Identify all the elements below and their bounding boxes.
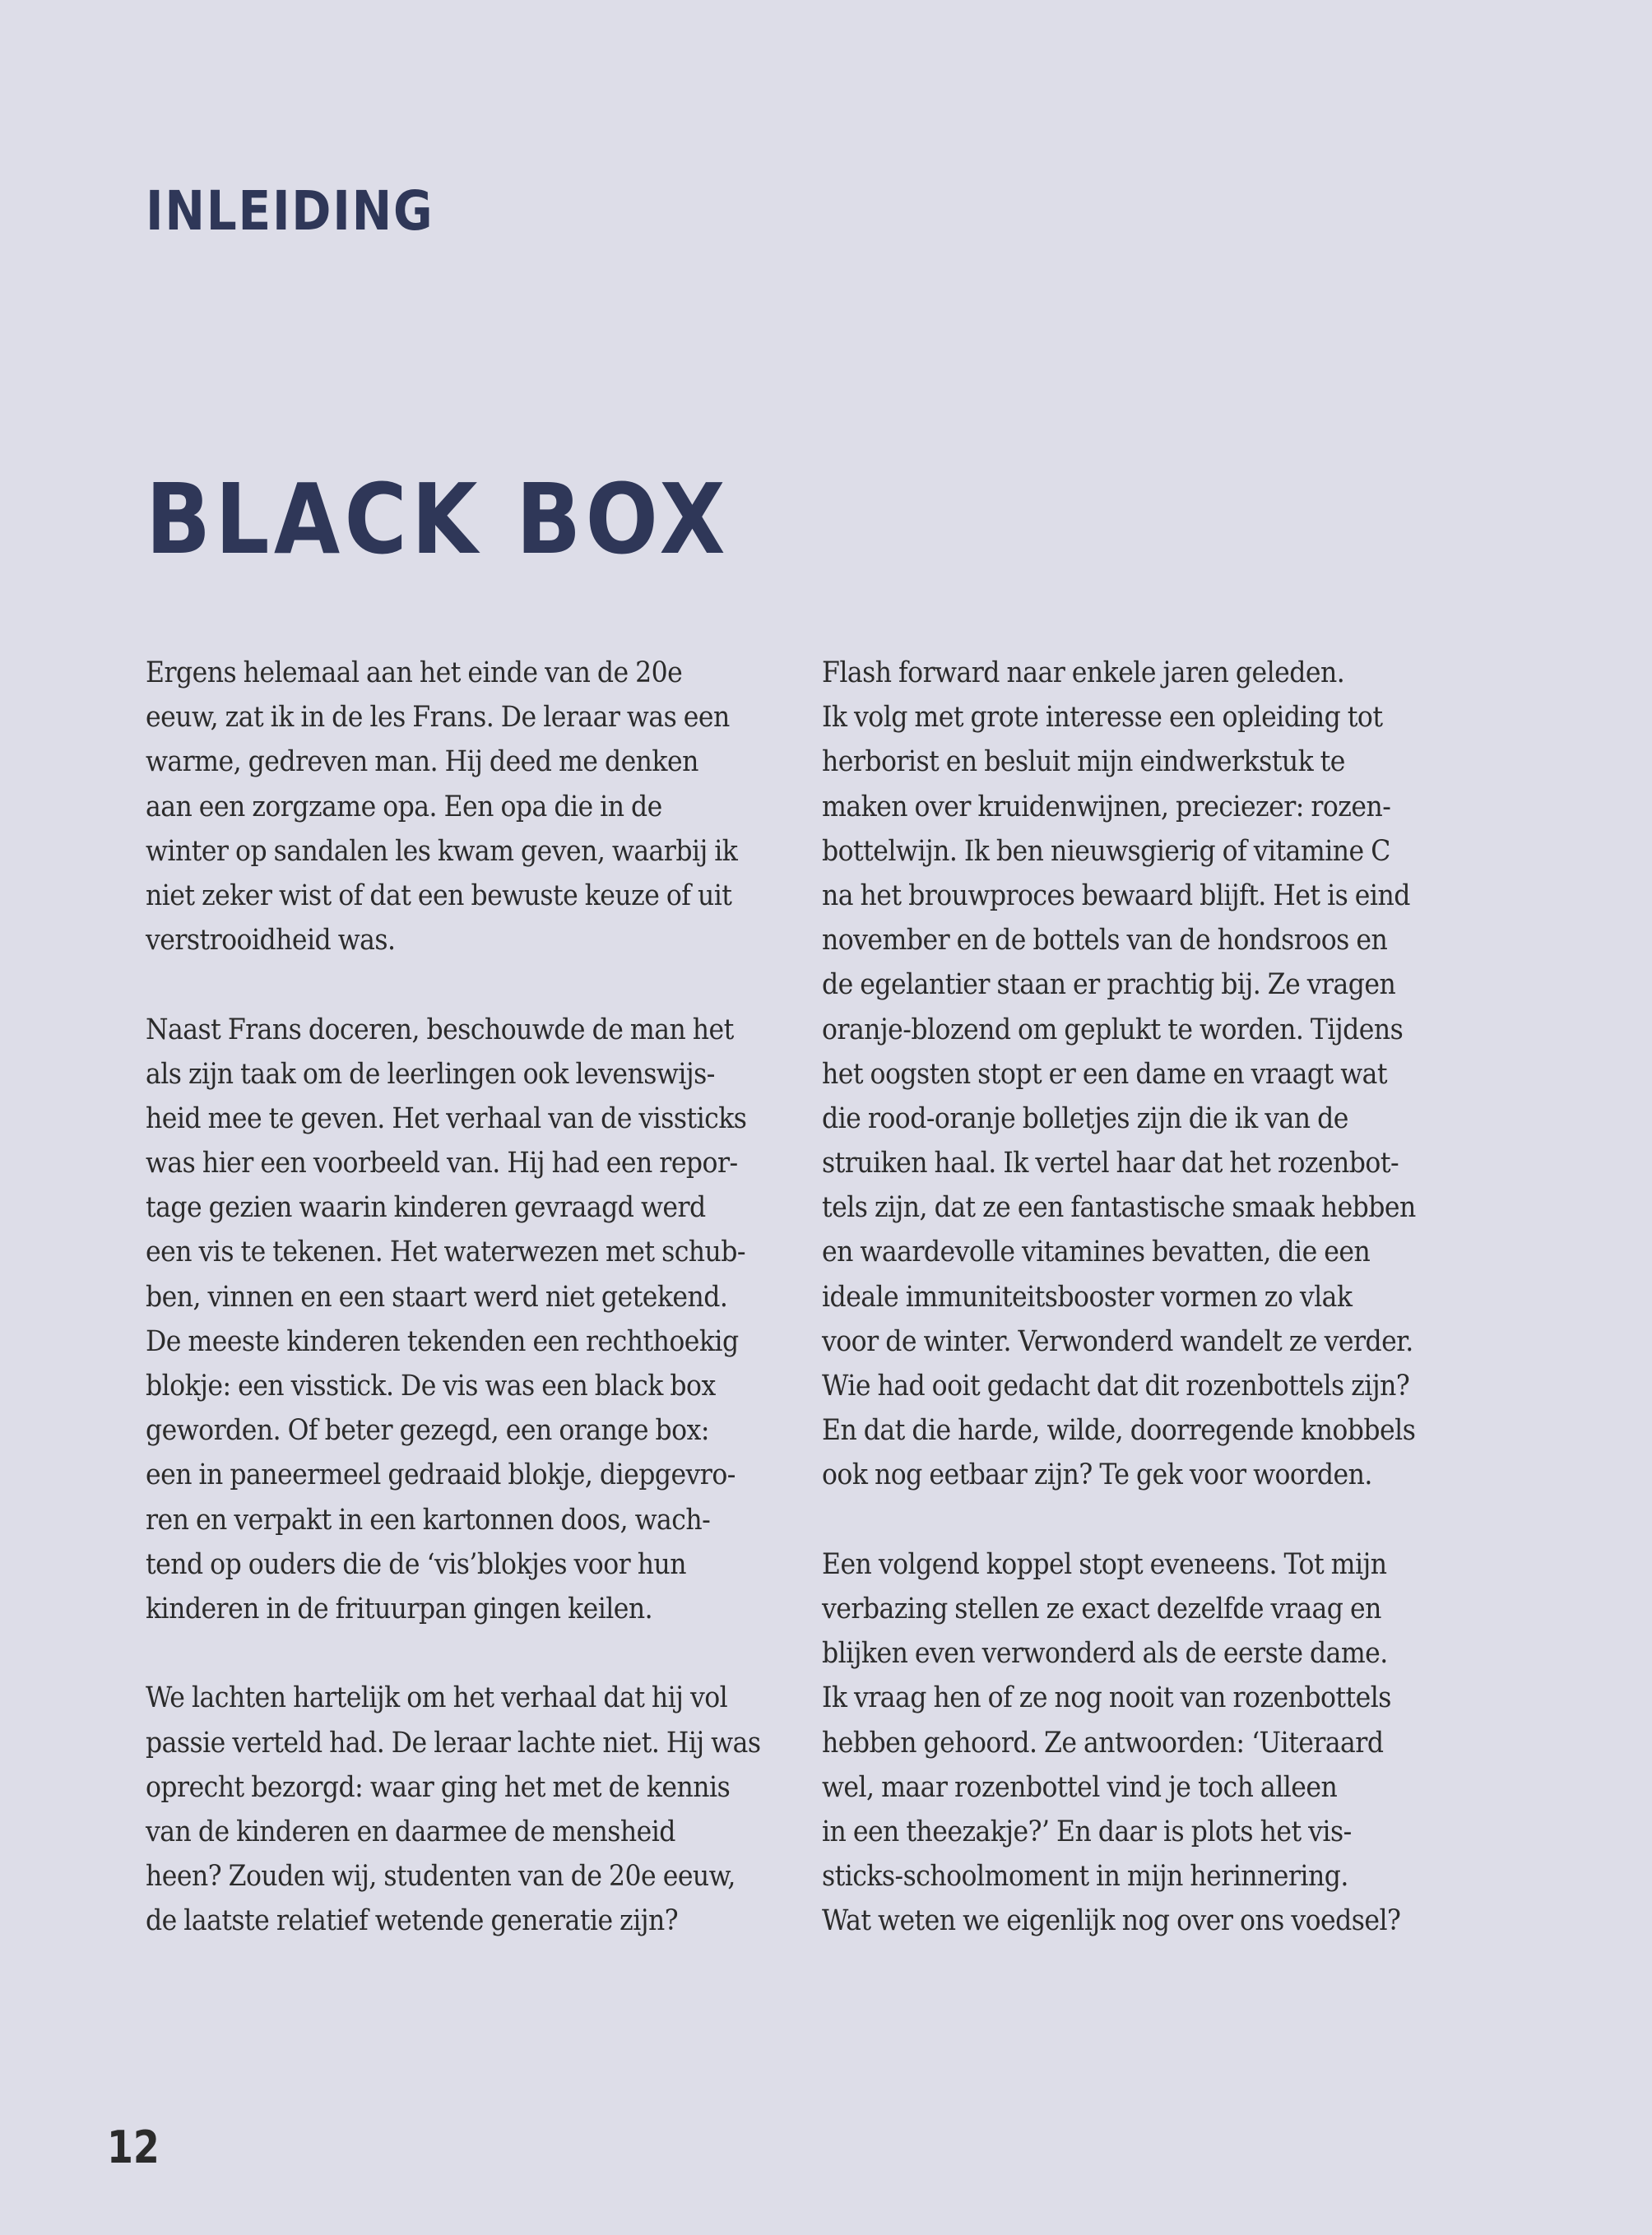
text-line: oranje-blozend om geplukt te worden. Tijdens	[822, 1013, 1404, 1046]
text-line: struiken haal. Ik vertel haar dat het rozenbot-	[822, 1147, 1399, 1180]
text-line: de laatste relatief wetende generatie zijn?	[146, 1904, 679, 1938]
text-line: voor de winter. Verwonderd wandelt ze verder.	[822, 1324, 1413, 1358]
text-line: tage gezien waarin kinderen gevraagd werd	[146, 1191, 706, 1225]
text-line: Ergens helemaal aan het einde van de 20e	[146, 656, 683, 689]
text-line: aan een zorgzame opa. Een opa die in de	[146, 790, 662, 823]
text-line: ben, vinnen en een staart werd niet getekend.	[146, 1280, 728, 1314]
paragraph-gap	[146, 962, 796, 1007]
text-line: hebben gehoord. Ze antwoorden: ‘Uiteraard	[822, 1726, 1384, 1760]
text-line: ideale immuniteitsbooster vormen zo vlak	[822, 1280, 1353, 1314]
text-line: van de kinderen en daarmee de mensheid	[146, 1815, 675, 1848]
text-line: maken over kruidenwijnen, preciezer: rozen-	[822, 790, 1391, 823]
text-line: een vis te tekenen. Het waterwezen met schub-	[146, 1236, 746, 1269]
text-line: heid mee te geven. Het verhaal van de vissticks	[146, 1101, 747, 1135]
text-line: een in paneermeel gedraaid blokje, diepgevro-	[146, 1458, 736, 1492]
chapter-title: BLACK BOX	[146, 462, 730, 576]
paragraph-gap	[146, 1631, 796, 1676]
text-line: november en de bottels van de hondsroos en	[822, 924, 1388, 958]
text-line: kinderen in de frituurpan gingen keilen.	[146, 1592, 653, 1625]
text-line: die rood-oranje bolletjes zijn die ik van de	[822, 1101, 1348, 1135]
section-label: INLEIDING	[146, 179, 434, 243]
text-line: We lachten hartelijk om het verhaal dat hij vol	[146, 1681, 728, 1715]
body-column-right	[822, 651, 1497, 1943]
text-line: geworden. Of beter gezegd, een orange box:	[146, 1414, 709, 1448]
text-line: ren en verpakt in een kartonnen doos, wach-	[146, 1503, 711, 1537]
text-line: verstrooidheid was.	[146, 924, 396, 958]
text-line: en waardevolle vitamines bevatten, die een	[822, 1236, 1371, 1269]
text-line: in een theezakje?’ En daar is plots het vis-	[822, 1815, 1352, 1848]
text-line: als zijn taak om de leerlingen ook levenswijs-	[146, 1057, 715, 1091]
text-line: tels zijn, dat ze een fantastische smaak hebben	[822, 1191, 1416, 1225]
text-line: oprecht bezorgd: waar ging het met de kennis	[146, 1770, 731, 1804]
text-line: niet zeker wist of dat een bewuste keuze of uit	[146, 879, 732, 912]
text-line: eeuw, zat ik in de les Frans. De leraar was een	[146, 701, 730, 735]
text-line: Wie had ooit gedacht dat dit rozenbottels zijn?	[822, 1370, 1410, 1403]
text-line: sticks-schoolmoment in mijn herinnering.	[822, 1860, 1348, 1894]
text-line: na het brouwproces bewaard blijft. Het is eind	[822, 879, 1410, 912]
text-line: verbazing stellen ze exact dezelfde vraag en	[822, 1592, 1381, 1625]
text-line: bottelwijn. Ik ben nieuwsgierig of vitamine C	[822, 834, 1390, 868]
text-line: En dat die harde, wilde, doorregende knobbels	[822, 1414, 1416, 1448]
text-line: passie verteld had. De leraar lachte niet. Hij was	[146, 1726, 761, 1760]
text-line: winter op sandalen les kwam geven, waarbij ik	[146, 834, 738, 868]
text-line: was hier een voorbeeld van. Hij had een repor-	[146, 1147, 738, 1180]
text-line: wel, maar rozenbottel vind je toch alleen	[822, 1770, 1338, 1804]
text-line: tend op ouders die de ‘vis’blokjes voor hun	[146, 1547, 686, 1581]
text-line: blokje: een visstick. De vis was een black box	[146, 1370, 716, 1403]
text-line: blijken even verwonderd als de eerste dame.	[822, 1637, 1388, 1671]
body-column-left	[146, 651, 796, 1943]
text-line: Wat weten we eigenlijk nog over ons voedsel?	[822, 1904, 1401, 1938]
text-line: Een volgend koppel stopt eveneens. Tot mijn	[822, 1547, 1387, 1581]
text-line: Ik vraag hen of ze nog nooit van rozenbottels	[822, 1681, 1391, 1715]
text-line: De meeste kinderen tekenden een rechthoekig	[146, 1324, 739, 1358]
text-line: heen? Zouden wij, studenten van de 20e eeuw,	[146, 1860, 736, 1894]
text-line: het oogsten stopt er een dame en vraagt wat	[822, 1057, 1388, 1091]
paragraph-gap	[822, 1498, 1497, 1542]
text-line: Naast Frans doceren, beschouwde de man het	[146, 1013, 734, 1046]
text-line: herborist en besluit mijn eindwerkstuk te	[822, 745, 1345, 779]
text-line: warme, gedreven man. Hij deed me denken	[146, 745, 698, 779]
text-line: Ik volg met grote interesse een opleiding tot	[822, 701, 1383, 735]
text-line: ook nog eetbaar zijn? Te gek voor woorden.	[822, 1458, 1372, 1492]
text-line: de egelantier staan er prachtig bij. Ze vragen	[822, 968, 1396, 1002]
page-number: 12	[107, 2121, 160, 2173]
text-line: Flash forward naar enkele jaren geleden.	[822, 656, 1345, 689]
